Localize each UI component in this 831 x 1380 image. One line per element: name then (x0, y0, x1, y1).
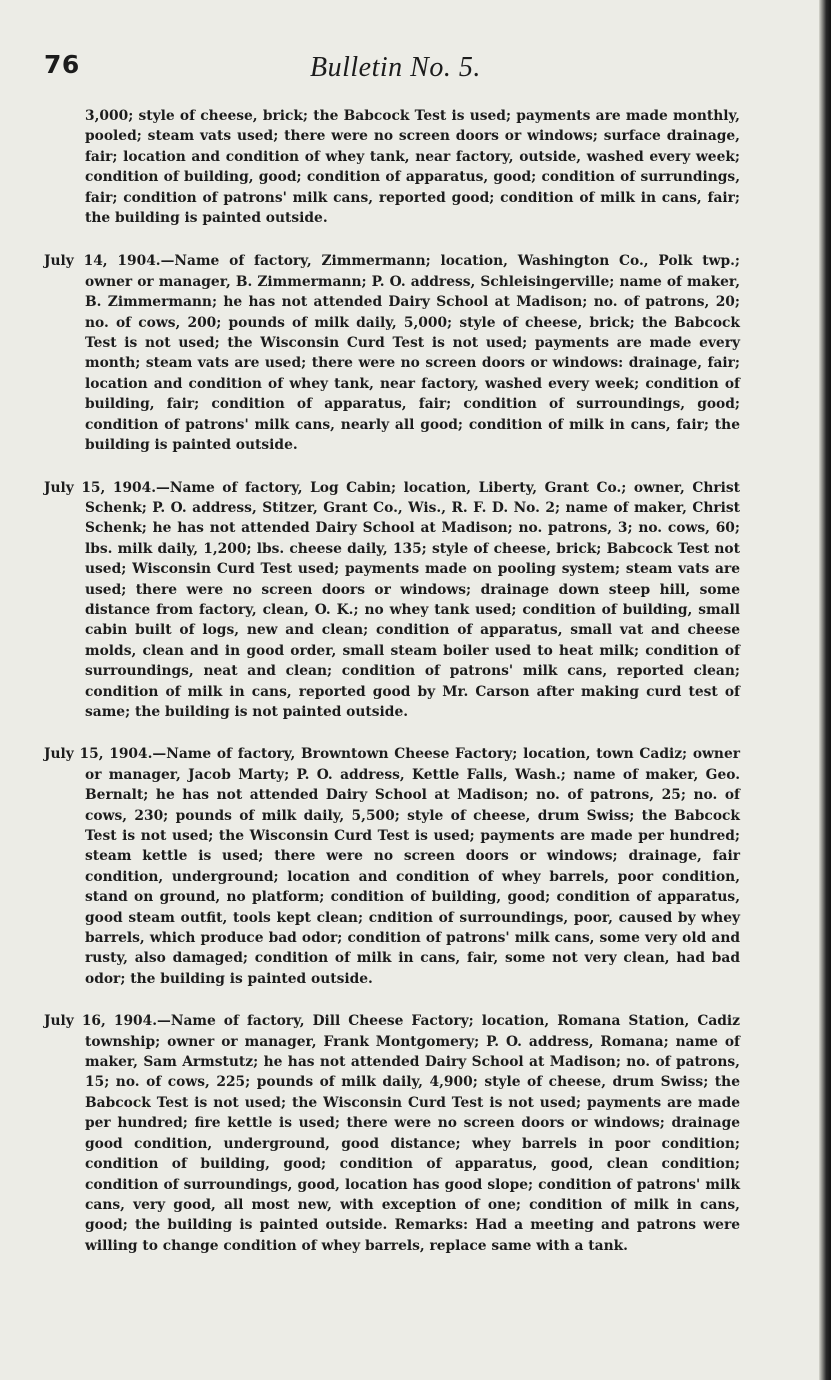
entry-browntown: July 15, 1904.—Name of factory, Browntown Cheese Factory; location, town Cadiz; owner or manager, Jacob Marty; P. O. address, Kettle Falls, Wash.; name of maker, Geo. Bernalt; he has not attended Dairy School at Madison; no. of patrons, 25; no. of cows, 230; pounds of milk daily, 5,500; style of cheese, drum Swiss; the Babcock Test is not used; the Wisconsin Curd Test is used; payments are made per hundred; steam kettle is used; there were no screen doors or windows; drainage, fair condition, underground; location and condition of whey barrels, poor condition, stand on ground, no platform; condition of building, good; condition of apparatus, good steam outfit, tools kept clean; cndition of surroundings, poor, caused by whey barrels, which produce bad odor; condition of patrons' milk cans, some very old and rusty, also damaged; condition of milk in cans, fair, some not very clean, had bad odor; the building is painted outside. (44, 746, 740, 987)
page-header (44, 50, 744, 90)
entry-zimmermann: July 14, 1904.—Name of factory, Zimmermann; location, Washington Co., Polk twp.; owner or manager, B. Zimmermann; P. O. address, Schleisingerville; name of maker, B. Zimmermann; he has not attended Dairy School at Madison; no. of patrons, 20; no. of cows, 200; pounds of milk daily, 5,000; style of cheese, brick; the Babcock Test is not used; the Wisconsin Curd Test is not used; payments are made every month; steam vats are used; there were no screen doors or windows: drainage, fair; location and condition of whey tank, near factory, washed every week; condition of building, fair; condition of apparatus, fair; condition of surroundings, good; condition of patrons' milk cans, nearly all good; condition of milk in cans, fair; the building is painted outside. (44, 253, 740, 454)
page-edge-shadow (819, 0, 831, 1380)
entry-dill: July 16, 1904.—Name of factory, Dill Cheese Factory; location, Romana Station, Cadiz township; owner or manager, Frank Montgomery; P. O. address, Romana; name of maker, Sam Armstutz; he has not attended Dairy School at Madison; no. of patrons, 15; no. of cows, 225; pounds of milk daily, 4,900; style of cheese, drum Swiss; the Babcock Test is not used; the Wisconsin Curd Test is not used; payments are made per hundred; fire kettle is used; there were no screen doors or windows; drainage good condition, underground, good distance; whey barrels in poor condition; condition of building, good; condition of apparatus, good, clean condition; condition of surroundings, good, location has good slope; condition of patrons' milk cans, very good, all most new, with exception of one; condition of milk in cans, good; the building is painted outside. Remarks: Had a meeting and patrons were willing to change condition of whey barrels, replace same with a tank. (44, 1013, 740, 1254)
page-number: 76 (44, 50, 80, 79)
entry-log-cabin: July 15, 1904.—Name of factory, Log Cabin; location, Liberty, Grant Co.; owner, Christ Schenk; P. O. address, Stitzer, Grant Co., Wis., R. F. D. No. 2; name of maker, Christ Schenk; he has not attended Dairy School at Madison; no. patrons, 3; no. cows, 60; lbs. milk daily, 1,200; lbs. cheese daily, 135; style of cheese, brick; Babcock Test not used; Wisconsin Curd Test used; payments made on pooling system; steam vats are used; there were no screen doors or windows; drainage down steep hill, some distance from factory, clean, O. K.; no whey tank used; condition of building, small cabin built of logs, new and clean; condition of apparatus, small vat and cheese molds, clean and in good order, small steam boiler used to heat milk; condition of surroundings, neat and clean; condition of patrons' milk cans, reported clean; condition of milk in cans, reported good by Mr. Carson after making curd test of same; the building is not painted outside. (44, 479, 740, 720)
running-title: Bulletin No. 5. (310, 52, 481, 83)
entry-continued: 3,000; style of cheese, brick; the Babcock Test is used; payments are made monthly, pooled; steam vats used; there were no screen doors or windows; surface drainage, fair; location and condition of whey tank, near factory, outside, washed every week; condition of building, good; condition of apparatus, good; condition of surrundings, fair; condition of patrons' milk cans, reported good; condition of milk in cans, fair; the building is painted outside. (85, 108, 740, 227)
page-body (44, 106, 740, 1278)
